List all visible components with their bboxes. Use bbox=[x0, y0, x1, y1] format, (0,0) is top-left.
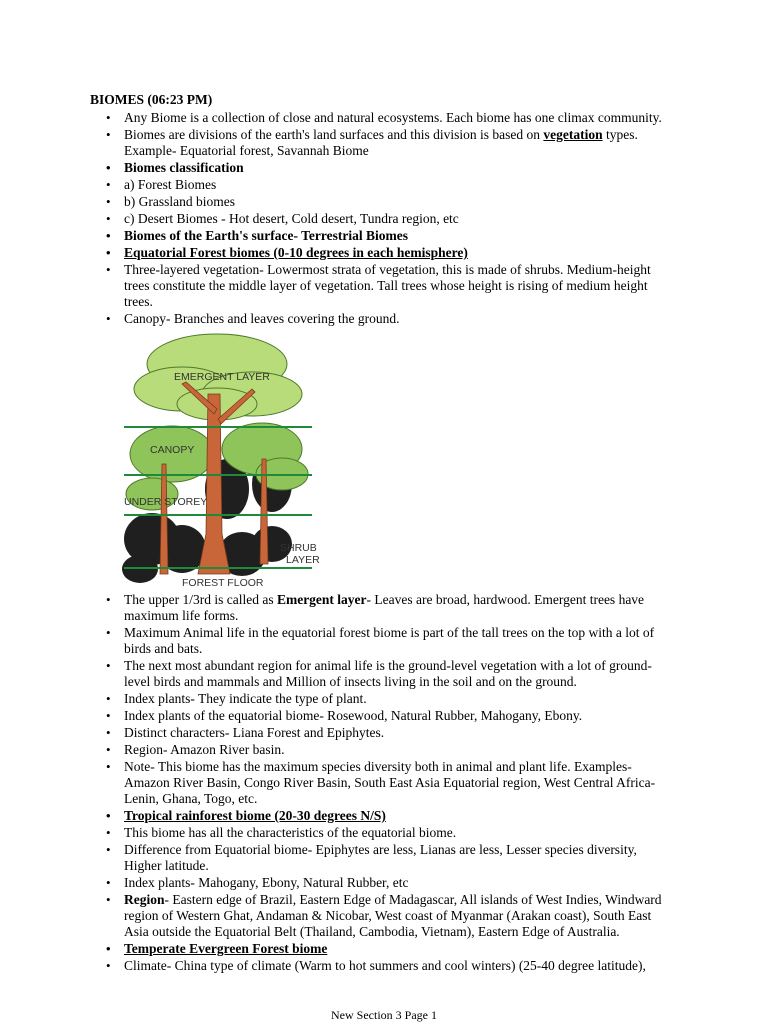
list-item: • Difference from Equatorial biome- Epiphytes are less, Lianas are less, Lesser species diversity, Higher latitude. bbox=[0, 842, 768, 874]
emergent-layer-label: EMERGENT LAYER bbox=[174, 371, 270, 383]
page-footer: New Section 3 Page 1 bbox=[331, 1008, 437, 1022]
list-item: • The upper 1/3rd is called as Emergent layer- Leaves are broad, hardwood. Emergent trees have maximum life forms. bbox=[0, 592, 768, 624]
shrub-label-line1: SHRUB bbox=[280, 542, 317, 554]
list-item: • Tropical rainforest biome (20-30 degrees N/S) bbox=[0, 808, 768, 824]
list-item: • Region- Eastern edge of Brazil, Eastern Edge of Madagascar, All islands of West Indies, Windward region of Western Ghat, Andaman & Nicobar, West coast of Myanmar (Arakan coast), South East Asia outside the Equatorial Belt (Thailand, Cambodia, Vietnam), Eastern Edge of Australia. bbox=[0, 892, 768, 940]
list-item: • Biomes are divisions of the earth's land surfaces and this division is based on vegetation types. Example- Equatorial forest, Savannah Biome bbox=[0, 127, 768, 159]
list-item: • Maximum Animal life in the equatorial forest biome is part of the tall trees on the top with a lot of birds and bats. bbox=[0, 625, 768, 657]
bullet-list-bottom bbox=[0, 592, 768, 975]
page-title: BIOMES (06:23 PM) bbox=[90, 92, 213, 107]
shrub-label-line2: LAYER bbox=[286, 554, 320, 566]
vegetation-emphasis: vegetation bbox=[543, 127, 603, 142]
list-item: • Region- Amazon River basin. bbox=[0, 742, 768, 758]
canopy-label: CANOPY bbox=[150, 444, 195, 456]
list-item: • c) Desert Biomes - Hot desert, Cold desert, Tundra region, etc bbox=[0, 211, 768, 227]
list-item: • Note- This biome has the maximum species diversity both in animal and plant life. Examples- Amazon River Basin, Congo River Basin, South East Asia Equatorial region, West Central Africa- Lenin, Ghana, Togo, etc. bbox=[0, 759, 768, 807]
region-emphasis: Region bbox=[124, 892, 165, 907]
list-item: • b) Grassland biomes bbox=[0, 194, 768, 210]
forest-layers-figure bbox=[122, 334, 320, 589]
understorey-label: UNDER STOREY bbox=[124, 496, 208, 508]
list-item: • This biome has all the characteristics of the equatorial biome. bbox=[0, 825, 768, 841]
list-item: • Distinct characters- Liana Forest and Epiphytes. bbox=[0, 725, 768, 741]
list-item: • Index plants- Mahogany, Ebony, Natural Rubber, etc bbox=[0, 875, 768, 891]
list-item: • Equatorial Forest biomes (0-10 degrees in each hemisphere) bbox=[0, 245, 768, 261]
list-item: • Index plants- They indicate the type of plant. bbox=[0, 691, 768, 707]
emergent-layer-emphasis: Emergent layer bbox=[276, 592, 367, 607]
list-item: • Climate- China type of climate (Warm to hot summers and cool winters) (25-40 degree latitude), bbox=[0, 958, 768, 974]
list-item: • Biomes classification bbox=[0, 160, 768, 176]
list-item: • Temperate Evergreen Forest biome bbox=[0, 941, 768, 957]
bullet-list-top bbox=[0, 110, 768, 328]
list-item: • a) Forest Biomes bbox=[0, 177, 768, 193]
list-item: • The next most abundant region for animal life is the ground-level vegetation with a lot of ground-level birds and mammals and Million of insects living in the soil and on the ground. bbox=[0, 658, 768, 690]
list-item: • Three-layered vegetation- Lowermost strata of vegetation, this is made of shrubs. Medium-height trees constitute the middle layer of vegetation. Tall trees whose height is rising of medium height trees. bbox=[0, 262, 768, 310]
list-item: • Canopy- Branches and leaves covering the ground. bbox=[0, 311, 768, 327]
list-item: • Index plants of the equatorial biome- Rosewood, Natural Rubber, Mahogany, Ebony. bbox=[0, 708, 768, 724]
list-item: • Any Biome is a collection of close and natural ecosystems. Each biome has one climax community. bbox=[0, 110, 768, 126]
forest-floor-label: FOREST FLOOR bbox=[182, 577, 264, 589]
list-item: • Biomes of the Earth's surface- Terrestrial Biomes bbox=[0, 228, 768, 244]
